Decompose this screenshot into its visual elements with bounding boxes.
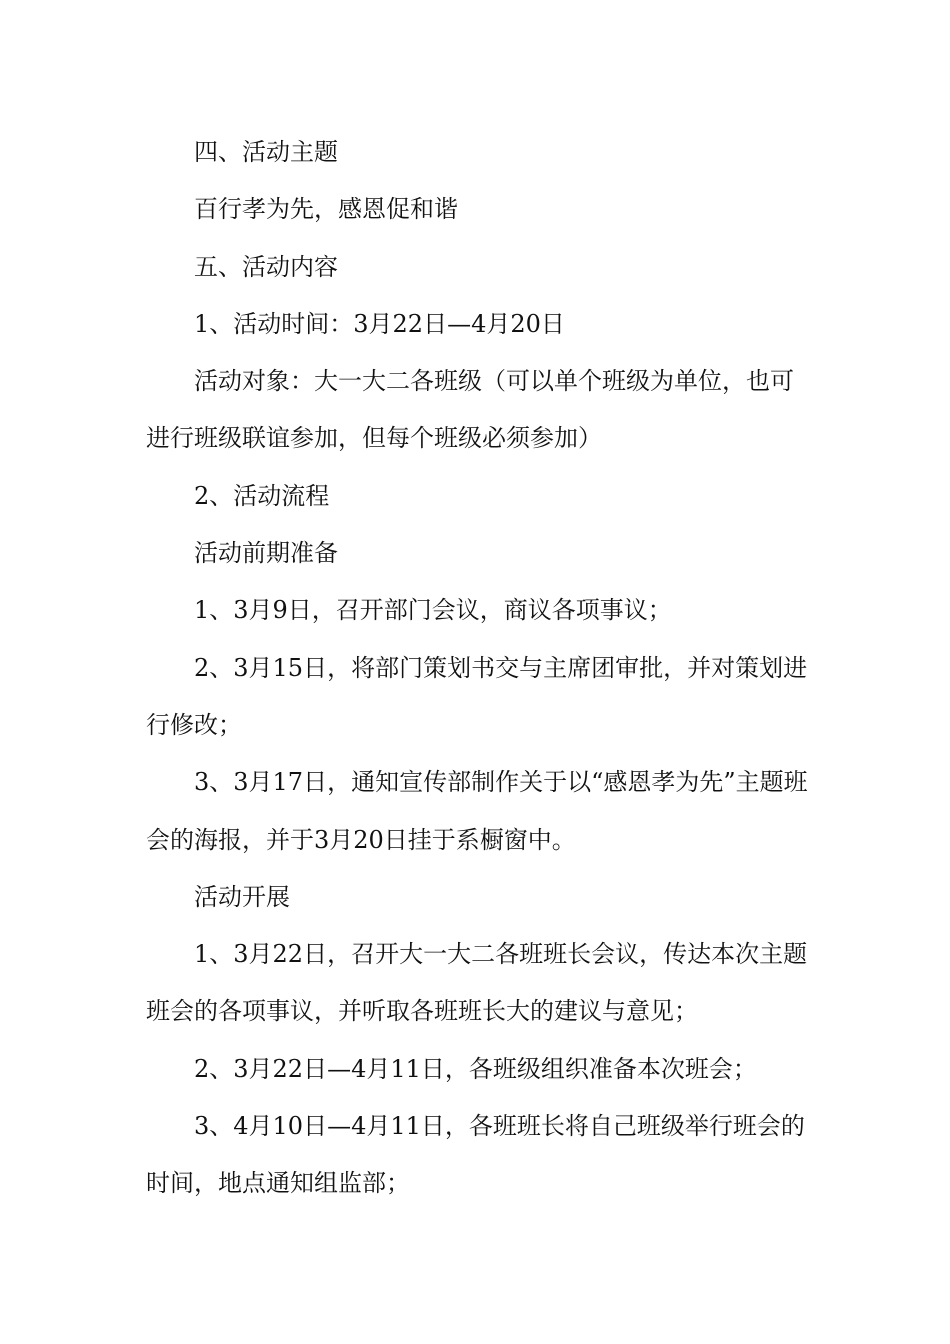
preparation-item-3: 3、3月17日，通知宣传部制作关于以“感恩孝为先”主题班会的海报，并于3月20日挂于系橱窗中。 [146, 768, 808, 854]
preparation-heading: 活动前期准备 [194, 539, 338, 568]
launch-item-1: 1、3月22日，召开大一大二各班班长会议，传达本次主题班会的各项事议，并听取各班班长大的建议与意见； [146, 940, 808, 1026]
activity-time-paragraph: 1、活动时间：3月22日—4月20日 [194, 309, 565, 338]
section-heading-activity-content: 五、活动内容 [194, 252, 338, 281]
activity-launch-heading: 活动开展 [194, 882, 290, 911]
activity-theme-text: 百行孝为先，感恩促和谐 [194, 195, 458, 224]
preparation-item-1: 1、3月9日，召开部门会议，商议各项事议； [194, 596, 672, 625]
launch-item-2: 2、3月22日—4月11日，各班级组织准备本次班会； [194, 1054, 757, 1083]
activity-target-paragraph: 活动对象：大一大二各班级（可以单个班级为单位，也可进行班级联谊参加，但每个班级必须参加） [146, 367, 794, 453]
launch-item-3: 3、4月10日—4月11日，各班班长将自己班级举行班会的时间，地点通知组监部； [146, 1112, 805, 1198]
section-heading-activity-theme: 四、活动主题 [194, 138, 338, 166]
activity-process-heading: 2、活动流程 [194, 481, 330, 510]
document-body [146, 124, 810, 1213]
preparation-item-2: 2、3月15日，将部门策划书交与主席团审批，并对策划进行修改； [146, 653, 808, 739]
